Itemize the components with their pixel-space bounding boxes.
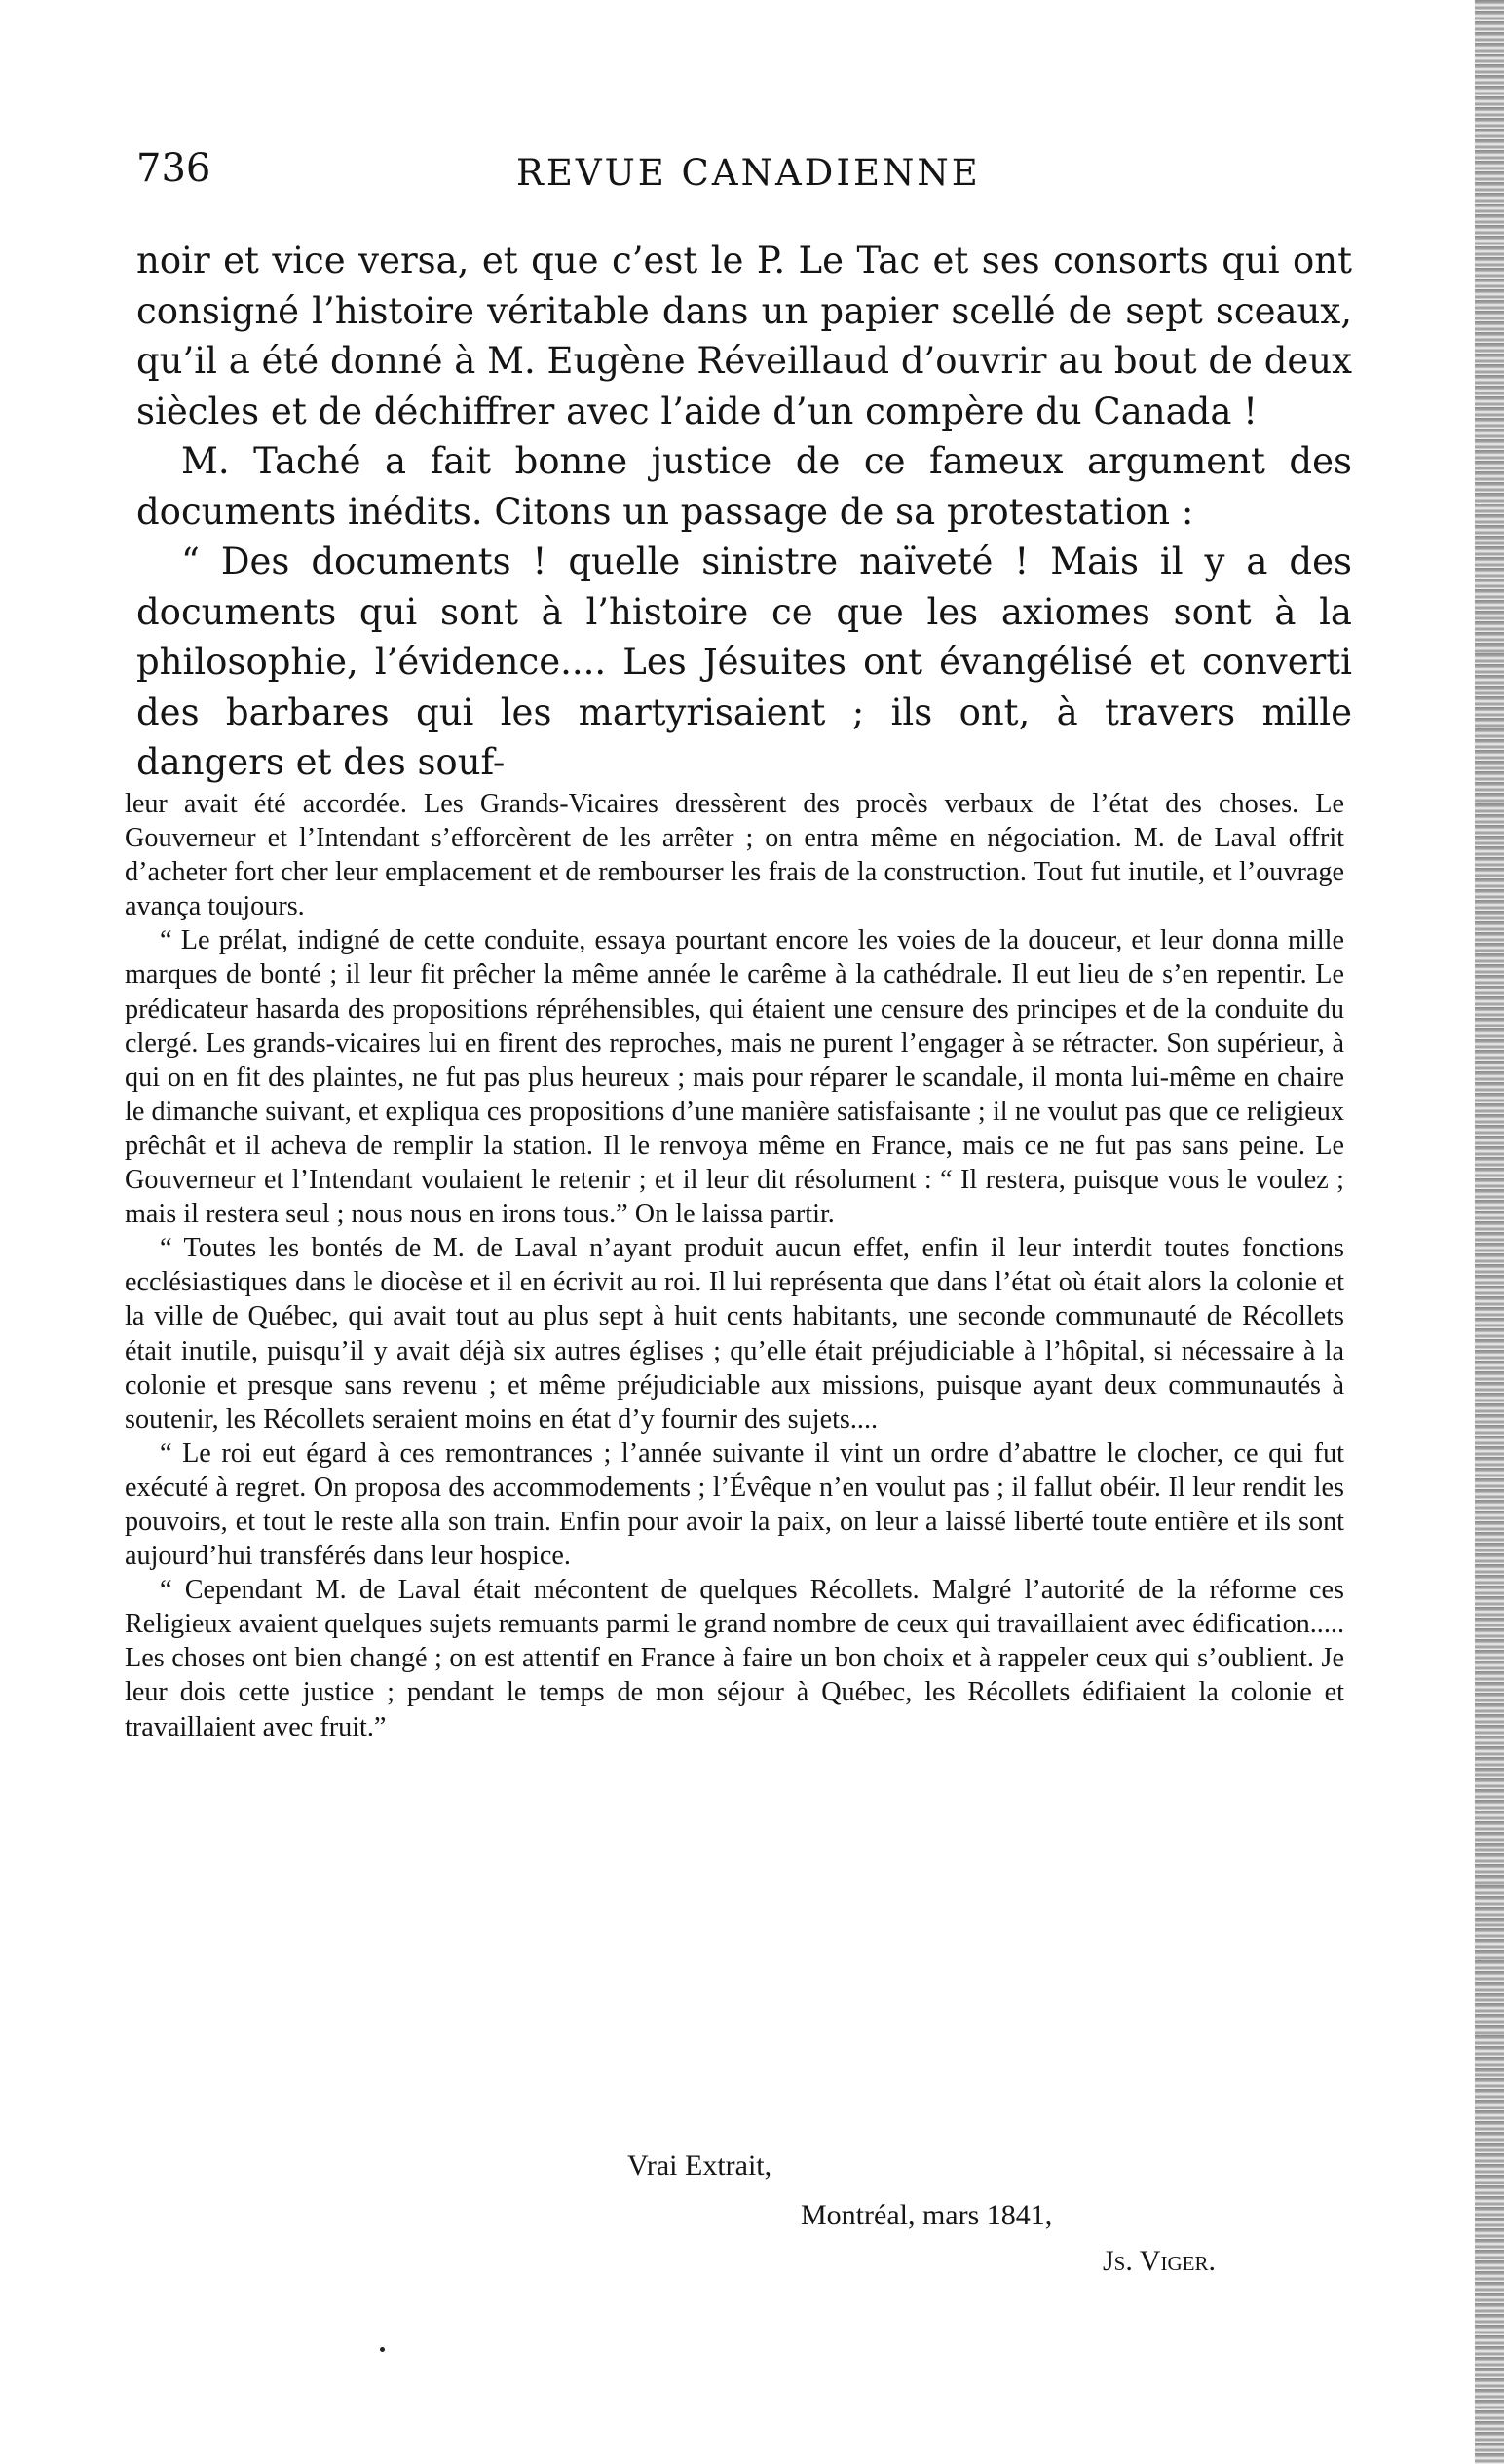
footnote-paragraph: “ Le roi eut égard à ces remontrances ; l’année suivante il vint un ordre d’abattre le clocher, ce qui fut exécuté à regret. On proposa des accommodements ; l’Évêque n’en voulut pas ; il fallut obéir. Il leur rendit les pouvoirs, et tout le reste alla son train. Enfin pour avoir la paix, on leur a laissé liberté toute entière et ils sont aujourd’hui transférés dans leur hospice. <box>125 1437 1344 1572</box>
footnote <box>125 787 1344 1744</box>
main-paragraph: M. Taché a fait bonne justice de ce fameux argument des documents inédits. Citons un passage de sa protestation : <box>136 440 1352 533</box>
main-paragraph: “ Des documents ! quelle sinistre naïveté ! Mais il y a des documents qui sont à l’histoire ce que les axiomes sont à la philosophie, l’évidence.... Les Jésuites ont évangélisé et converti des barbares qui les martyrisaient ; ils ont, à travers mille dangers et des souf- <box>136 541 1352 783</box>
running-head <box>136 146 1354 205</box>
main-text <box>136 236 1352 788</box>
journal-title: REVUE CANADIENNE <box>516 152 981 194</box>
footnote-paragraph: “ Le prélat, indigné de cette conduite, essaya pourtant encore les voies de la douceur, et leur donna mille marques de bonté ; il leur fit prêcher la même année le carême à la cathédrale. Il eut lieu de s’en repentir. Le prédicateur hasarda des propositions répréhensibles, qui étaient une censure des principes et de la conduite du clergé. Les grands-vicaires lui en firent des reproches, mais ne purent l’engager à se rétracter. Son supérieur, à qui on en fit des plaintes, ne fut pas plus heureux ; mais pour réparer le scandale, il monta lui-même en chaire le dimanche suivant, et expliqua ces propositions d’une manière satisfaisante ; il ne voulut pas que ce religieux prêchât et il acheva de remplir la station. Il le renvoya même en France, mais ce ne fut pas sans peine. Le Gouverneur et l’Intendant voulaient le retenir ; et il leur dit résolument : “ Il restera, puisque vous le voulez ; mais il restera seul ; nous nous en irons tous.” On le laissa partir. <box>125 925 1344 1230</box>
signature-line-extract: Vrai Extrait, <box>627 2149 772 2182</box>
page-edge <box>1475 0 1504 2464</box>
signature-line-place-date: Montréal, mars 1841, <box>801 2199 1053 2231</box>
footnote-paragraph: “ Cependant M. de Laval était mécontent de quelques Récollets. Malgré l’autorité de la réforme ces Religieux avaient quelques sujets remuants parmi le grand nombre de ceux qui travaillaient avec édification..... Les choses ont bien changé ; on est attentif en France à faire un bon choix et à rappeler ceux qui s’oublient. Je leur dois cette justice ; pendant le temps de mon séjour à Québec, les Récollets édifiaient la colonie et travaillaient avec fruit.” <box>125 1575 1344 1742</box>
footnote-paragraph: “ Toutes les bontés de M. de Laval n’ayant produit aucun effet, enfin il leur interdit toutes fonctions ecclésiastiques dans le diocèse et il en écrivit au roi. Il lui représenta que dans l’état où était alors la colonie et la ville de Québec, qui avait tout au plus sept à huit cents habitants, une seconde communauté de Récollets était inutile, puisqu’il y avait déjà six autres églises ; qu’elle était préjudiciable à l’hôpital, si nécessaire à la colonie et presque sans revenu ; et même préjudiciable aux missions, puisque ayant deux communautés à soutenir, les Récollets seraient moins en état d’y fournir des sujets.... <box>125 1233 1344 1435</box>
signature-line-author: Js. Viger. <box>1103 2245 1216 2277</box>
ink-speck <box>380 2347 385 2352</box>
footnote-paragraph: leur avait été accordée. Les Grands-Vicaires dressèrent des procès verbaux de l’état des choses. Le Gouverneur et l’Intendant s’efforcèrent de les arrêter ; on entra même en négociation. M. de Laval offrit d’acheter fort cher leur emplacement et de rembourser les frais de la construction. Tout fut inutile, et l’ouvrage avança toujours. <box>125 789 1344 922</box>
main-paragraph: noir et vice versa, et que c’est le P. Le Tac et ses consorts qui ont consigné l’histoire véritable dans un papier scellé de sept sceaux, qu’il a été donné à M. Eugène Réveillaud d’ouvrir au bout de deux siècles et de déchiffrer avec l’aide d’un compère du Canada ! <box>136 240 1352 432</box>
page-number: 736 <box>136 146 211 191</box>
